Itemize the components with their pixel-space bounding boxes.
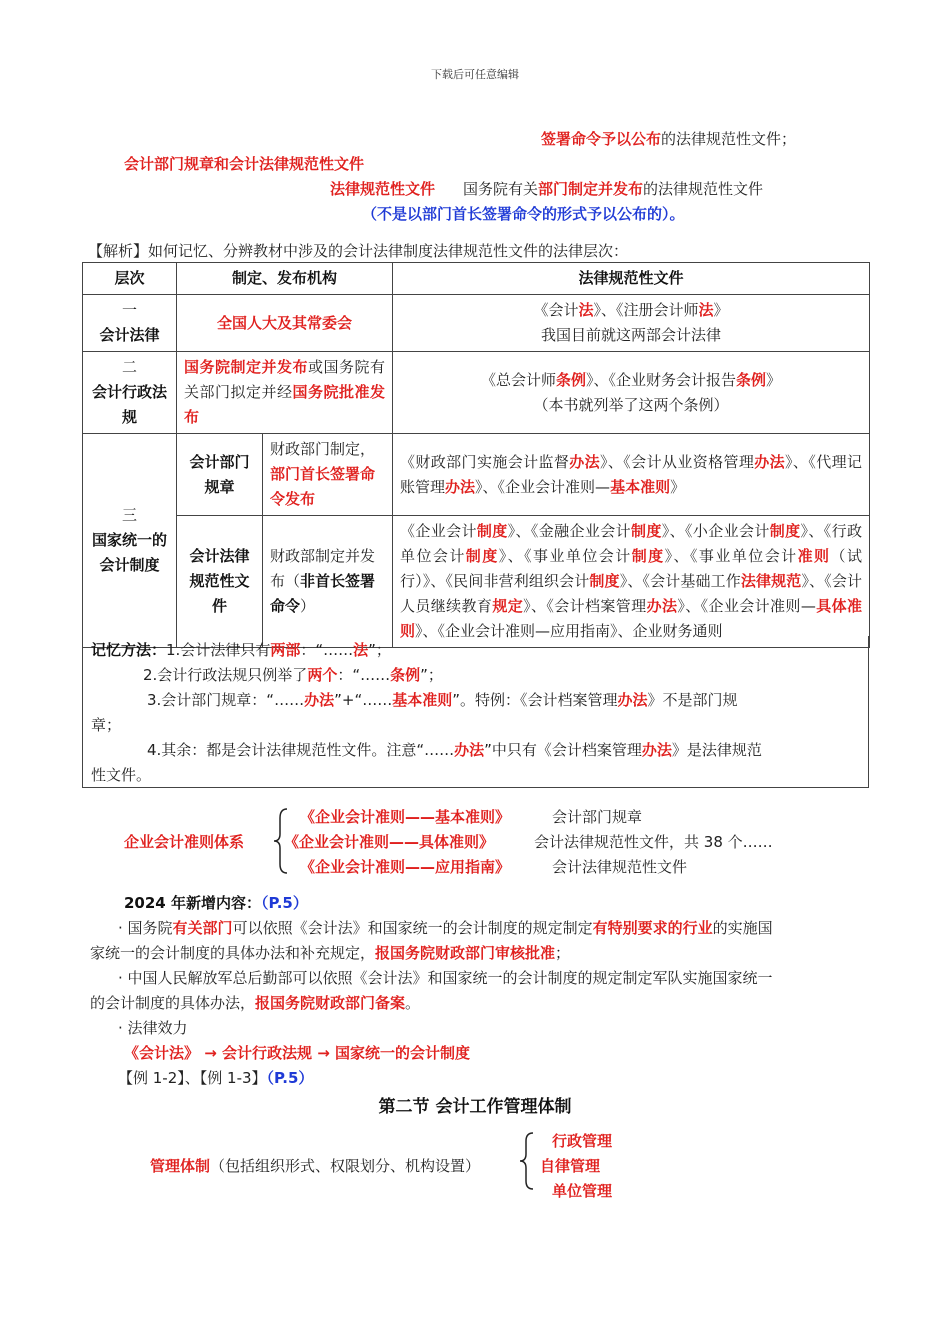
level-cell-1: 一 会计法律 (83, 295, 177, 352)
new-para-1a: · 国务院有关部门可以依照《会计法》和国家统一的会计制度的规定制定有特别要求的行业的实施国 (118, 919, 773, 937)
examples-line: 【例 1-2】、【例 1-3】（P.5） (118, 1069, 314, 1087)
section-title: 第二节 会计工作管理体制 (378, 1097, 572, 1117)
table-row-normative (83, 516, 870, 648)
header-level: 层次 (83, 263, 177, 295)
memory-method-box (82, 636, 869, 788)
standards-system-label: 企业会计准则体系 (124, 833, 245, 851)
sub-docs-rule: 《财政部门实施会计监督办法》、《会计从业资格管理办法》、《代理记账管理办法》、《企业会计准则—基本准则》 (393, 434, 870, 516)
management-item-unit: 单位管理 (552, 1182, 613, 1200)
header-org: 制定、发布机构 (177, 263, 393, 295)
management-system-label: 管理体制（包括组织形式、权限划分、机构设置） (150, 1157, 481, 1175)
sub-org-rule: 财政部门制定，部门首长签署命令发布 (263, 434, 393, 516)
standards-item-2-note: 会计法律规范性文件，共 38 个…… (534, 833, 773, 851)
standards-item-2: 《企业会计准则——具体准则》 (284, 833, 495, 851)
top-line-1: 签署命令予以公布的法律规范性文件； (541, 130, 797, 148)
table-row-rule (83, 434, 870, 516)
table-row-regulation (83, 352, 870, 434)
level-cell-2: 二 会计行政法规 (83, 352, 177, 434)
memo-line-3: 3.会计部门规章：“……办法”+“……基本准则”。特例：《会计档案管理办法》不是部门规 (147, 691, 738, 709)
memo-line-3b: 章； (91, 716, 122, 734)
docs-cell-1: 《会计法》、《注册会计师法》 我国目前就这两部会计法律 (393, 295, 870, 352)
management-item-self: 自律管理 (540, 1157, 601, 1175)
memo-line-1: 记忆方法：1.会计法律只有两部：“……法”； (91, 641, 391, 659)
header-docs: 法律规范性文件 (393, 263, 870, 295)
memo-line-4b: 性文件。 (91, 766, 152, 784)
table-header-row (83, 263, 870, 295)
top-line-4: （不是以部门首长签署命令的形式予以公布的）。 (362, 205, 685, 223)
sub-type-rule: 会计部门规章 (177, 434, 263, 516)
sub-docs-normative: 《企业会计制度》、《金融企业会计制度》、《小企业会计制度》、《行政单位会计制度》、《事业单位会计制度》、《事业单位会计准则（试行）》、《民间非营利组织会计制度》、《会计基础工作法律规范》、《会计人员继续教育规定》、《会计档案管理办法》、《企业会计准则—具体准则》、《企业会计准则—应用指南》、企业财务通则 (393, 516, 870, 648)
new-para-3: · 法律效力 (118, 1019, 188, 1037)
top-line-3: 法律规范性文件 国务院有关部门制定并发布的法律规范性文件 (330, 180, 764, 198)
org-cell-2: 国务院制定并发布或国务院有关部门拟定并经国务院批准发布 (177, 352, 393, 434)
new-para-2b: 的会计制度的具体办法，报国务院财政部门备案。 (90, 994, 421, 1012)
memo-line-4: 4.其余：都是会计法律规范性文件。注意“……办法”中只有《会计档案管理办法》是法律规范 (147, 741, 762, 759)
sub-type-normative: 会计法律规范性文件 (177, 516, 263, 648)
law-level-table (82, 262, 870, 648)
org-cell-1: 全国人大及其常委会 (177, 295, 393, 352)
docs-cell-2: 《总会计师条例》、《企业财务会计报告条例》 （本书就列举了这两个条例） (393, 352, 870, 434)
standards-item-1-note: 会计部门规章 (552, 808, 643, 826)
legal-effect-chain: 《会计法》 → 会计行政法规 → 国家统一的会计制度 (124, 1044, 471, 1062)
top-line-2: 会计部门规章和会计法律规范性文件 (124, 155, 365, 173)
memo-line-2: 2.会计行政法规只例举了两个：“……条例”； (143, 666, 443, 684)
standards-item-3: 《企业会计准则——应用指南》 (300, 858, 511, 876)
standards-item-1: 《企业会计准则——基本准则》 (300, 808, 511, 826)
new-content-title: 2024 年新增内容：（P.5） (124, 894, 308, 912)
standards-item-3-note: 会计法律规范性文件 (552, 858, 688, 876)
table-row-law (83, 295, 870, 352)
new-para-2a: · 中国人民解放军总后勤部可以依照《会计法》和国家统一的会计制度的规定制定军队实施国家统一 (118, 969, 773, 987)
management-brace-icon (518, 1130, 536, 1192)
management-item-admin: 行政管理 (552, 1132, 613, 1150)
page-header: 下载后可任意编辑 (431, 68, 519, 81)
level-cell-3: 三 国家统一的会计制度 (83, 434, 177, 648)
analysis-line: 【解析】如何记忆、分辨教材中涉及的会计法律制度法律规范性文件的法律层次： (88, 242, 629, 260)
new-para-1b: 家统一的会计制度的具体办法和补充规定，报国务院财政部门审核批准； (90, 944, 571, 962)
sub-org-normative: 财政部制定并发布（非首长签署命令） (263, 516, 393, 648)
